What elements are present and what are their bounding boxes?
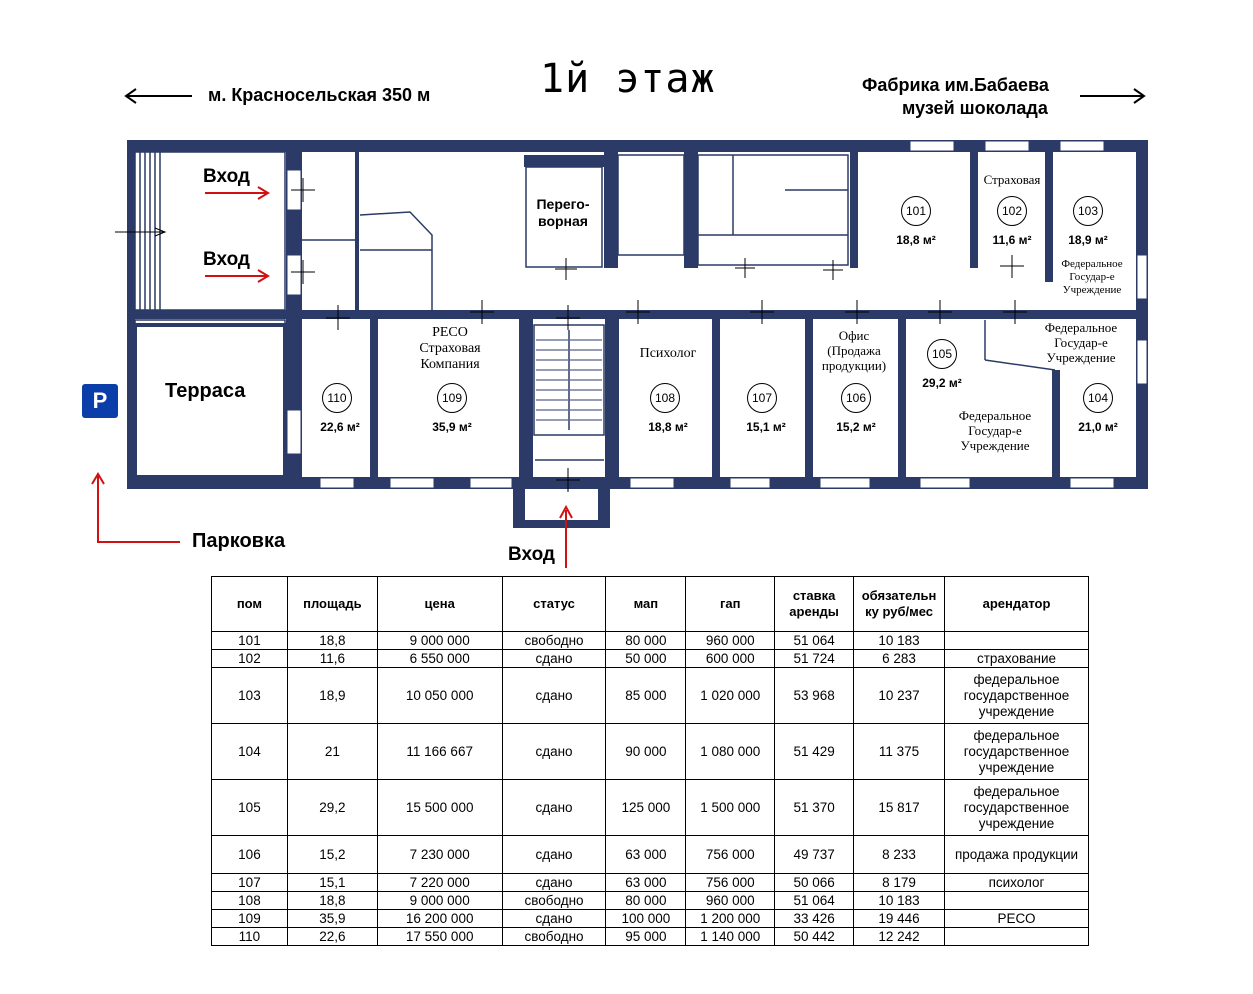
- room-number-104: 104: [1083, 383, 1113, 413]
- table-cell: свободно: [502, 928, 606, 946]
- psychologist-label: Психолог: [639, 346, 697, 361]
- room-number-102: 102: [997, 196, 1027, 226]
- table-cell: 63 000: [606, 836, 686, 874]
- table-cell: 22,6: [287, 928, 377, 946]
- table-cell: 600 000: [686, 650, 775, 668]
- parking-sign-icon: P: [82, 384, 118, 418]
- table-cell: 11 166 667: [377, 724, 502, 780]
- table-cell: 8 233: [854, 836, 945, 874]
- room-area-104: 21,0 м²: [1078, 420, 1118, 434]
- table-cell: [945, 632, 1089, 650]
- column-header: статус: [502, 577, 606, 632]
- table-cell: 90 000: [606, 724, 686, 780]
- table-cell: 51 064: [775, 892, 854, 910]
- table-cell: [945, 892, 1089, 910]
- table-cell: сдано: [502, 668, 606, 724]
- terrace-label: Терраса: [165, 380, 246, 402]
- table-cell: 102: [212, 650, 288, 668]
- table-cell: 9 000 000: [377, 892, 502, 910]
- table-row: [212, 874, 1089, 892]
- table-cell: 10 183: [854, 632, 945, 650]
- room-number-110: 110: [322, 383, 352, 413]
- room-number-103: 103: [1073, 196, 1103, 226]
- table-cell: [945, 928, 1089, 946]
- office-106-label: Офис (Продажа продукции): [821, 328, 887, 373]
- table-cell: 109: [212, 910, 288, 928]
- table-cell: 15,1: [287, 874, 377, 892]
- reso-label: РЕСО Страховая Компания: [419, 325, 481, 372]
- table-cell: сдано: [502, 874, 606, 892]
- table-cell: 50 442: [775, 928, 854, 946]
- table-cell: 10 183: [854, 892, 945, 910]
- table-cell: 101: [212, 632, 288, 650]
- table-row: [212, 836, 1089, 874]
- table-cell: 80 000: [606, 892, 686, 910]
- table-row: [212, 892, 1089, 910]
- table-cell: страхование: [945, 650, 1089, 668]
- table-cell: 107: [212, 874, 288, 892]
- table-row: [212, 632, 1089, 650]
- table-cell: 1 020 000: [686, 668, 775, 724]
- table-cell: 6 550 000: [377, 650, 502, 668]
- table-cell: 1 200 000: [686, 910, 775, 928]
- table-cell: 53 968: [775, 668, 854, 724]
- table-row: [212, 650, 1089, 668]
- table-cell: 11 375: [854, 724, 945, 780]
- table-cell: 15 500 000: [377, 780, 502, 836]
- room-area-103: 18,9 м²: [1068, 233, 1108, 247]
- table-cell: 51 724: [775, 650, 854, 668]
- table-cell: 960 000: [686, 892, 775, 910]
- table-cell: 106: [212, 836, 288, 874]
- insurance-label: Страховая: [983, 172, 1041, 187]
- table-cell: 1 080 000: [686, 724, 775, 780]
- federal-label-103: Федеральное Государ-е Учреждение: [1061, 258, 1123, 296]
- table-cell: 756 000: [686, 836, 775, 874]
- table-cell: 33 426: [775, 910, 854, 928]
- table-cell: сдано: [502, 910, 606, 928]
- table-header-row: [212, 577, 1089, 632]
- left-direction-label: м. Красносельская 350 м: [208, 85, 431, 105]
- table-cell: 17 550 000: [377, 928, 502, 946]
- entrance-label-top: Вход: [203, 166, 250, 187]
- table-cell: 49 737: [775, 836, 854, 874]
- table-cell: 21: [287, 724, 377, 780]
- table-cell: 10 050 000: [377, 668, 502, 724]
- table-row: [212, 668, 1089, 724]
- room-area-109: 35,9 м²: [432, 420, 472, 434]
- column-header: обязательн ку руб/мес: [854, 577, 945, 632]
- column-header: цена: [377, 577, 502, 632]
- column-header: мап: [606, 577, 686, 632]
- federal-label-105: Федеральное Государ-е Учреждение: [958, 408, 1032, 453]
- room-area-106: 15,2 м²: [836, 420, 876, 434]
- table-cell: федеральное государственное учреждение: [945, 724, 1089, 780]
- table-cell: федеральное государственное учреждение: [945, 780, 1089, 836]
- room-number-106: 106: [841, 383, 871, 413]
- table-cell: 103: [212, 668, 288, 724]
- table-cell: 18,9: [287, 668, 377, 724]
- table-cell: 756 000: [686, 874, 775, 892]
- right-direction-line1: Фабрика им.Бабаева: [862, 75, 1049, 95]
- column-header: гап: [686, 577, 775, 632]
- room-number-101: 101: [901, 196, 931, 226]
- table-cell: 12 242: [854, 928, 945, 946]
- table-cell: 18,8: [287, 892, 377, 910]
- table-cell: 11,6: [287, 650, 377, 668]
- table-cell: 108: [212, 892, 288, 910]
- room-number-105: 105: [927, 339, 957, 369]
- table-cell: 80 000: [606, 632, 686, 650]
- parking-label: Парковка: [192, 530, 286, 552]
- table-cell: 19 446: [854, 910, 945, 928]
- table-cell: продажа продукции: [945, 836, 1089, 874]
- room-area-110: 22,6 м²: [320, 420, 360, 434]
- entrance-label-bottom: Вход: [508, 544, 555, 565]
- room-area-108: 18,8 м²: [648, 420, 688, 434]
- table-cell: федеральное государственное учреждение: [945, 668, 1089, 724]
- table-cell: свободно: [502, 632, 606, 650]
- table-cell: 15,2: [287, 836, 377, 874]
- column-header: ставка аренды: [775, 577, 854, 632]
- table-cell: 10 237: [854, 668, 945, 724]
- room-area-101: 18,8 м²: [896, 233, 936, 247]
- rental-table: [211, 576, 1089, 946]
- table-row: [212, 928, 1089, 946]
- table-cell: сдано: [502, 724, 606, 780]
- table-cell: 100 000: [606, 910, 686, 928]
- room-number-107: 107: [747, 383, 777, 413]
- table-cell: 960 000: [686, 632, 775, 650]
- table-cell: 51 064: [775, 632, 854, 650]
- table-cell: 50 000: [606, 650, 686, 668]
- entrance-label-mid: Вход: [203, 249, 250, 270]
- table-cell: 1 500 000: [686, 780, 775, 836]
- table-cell: 51 429: [775, 724, 854, 780]
- table-row: [212, 724, 1089, 780]
- table-cell: психолог: [945, 874, 1089, 892]
- table-cell: свободно: [502, 892, 606, 910]
- table-cell: 105: [212, 780, 288, 836]
- table-cell: сдано: [502, 780, 606, 836]
- room-area-102: 11,6 м²: [992, 233, 1032, 247]
- table-cell: 50 066: [775, 874, 854, 892]
- column-header: пом: [212, 577, 288, 632]
- table-cell: РЕСО: [945, 910, 1089, 928]
- table-cell: 18,8: [287, 632, 377, 650]
- room-number-108: 108: [650, 383, 680, 413]
- table-cell: сдано: [502, 836, 606, 874]
- room-area-107: 15,1 м²: [746, 420, 786, 434]
- table-cell: 95 000: [606, 928, 686, 946]
- table-cell: 15 817: [854, 780, 945, 836]
- table-cell: 110: [212, 928, 288, 946]
- room-area-105: 29,2 м²: [922, 376, 962, 390]
- table-cell: 7 220 000: [377, 874, 502, 892]
- table-row: [212, 910, 1089, 928]
- meeting-room-label: Перего- ворная: [536, 196, 590, 229]
- table-cell: 51 370: [775, 780, 854, 836]
- column-header: арендатор: [945, 577, 1089, 632]
- room-number-109: 109: [437, 383, 467, 413]
- table-cell: 16 200 000: [377, 910, 502, 928]
- table-cell: 85 000: [606, 668, 686, 724]
- right-direction-line2: музей шоколада: [902, 98, 1048, 118]
- table-cell: 63 000: [606, 874, 686, 892]
- table-cell: 35,9: [287, 910, 377, 928]
- column-header: площадь: [287, 577, 377, 632]
- table-cell: 29,2: [287, 780, 377, 836]
- table-cell: 104: [212, 724, 288, 780]
- table-cell: 125 000: [606, 780, 686, 836]
- table-cell: 8 179: [854, 874, 945, 892]
- federal-label-104: Федеральное Государ-е Учреждение: [1044, 320, 1118, 365]
- table-row: [212, 780, 1089, 836]
- table-cell: сдано: [502, 650, 606, 668]
- table-cell: 1 140 000: [686, 928, 775, 946]
- page-title: 1й этаж: [540, 56, 716, 102]
- table-cell: 6 283: [854, 650, 945, 668]
- table-cell: 9 000 000: [377, 632, 502, 650]
- table-cell: 7 230 000: [377, 836, 502, 874]
